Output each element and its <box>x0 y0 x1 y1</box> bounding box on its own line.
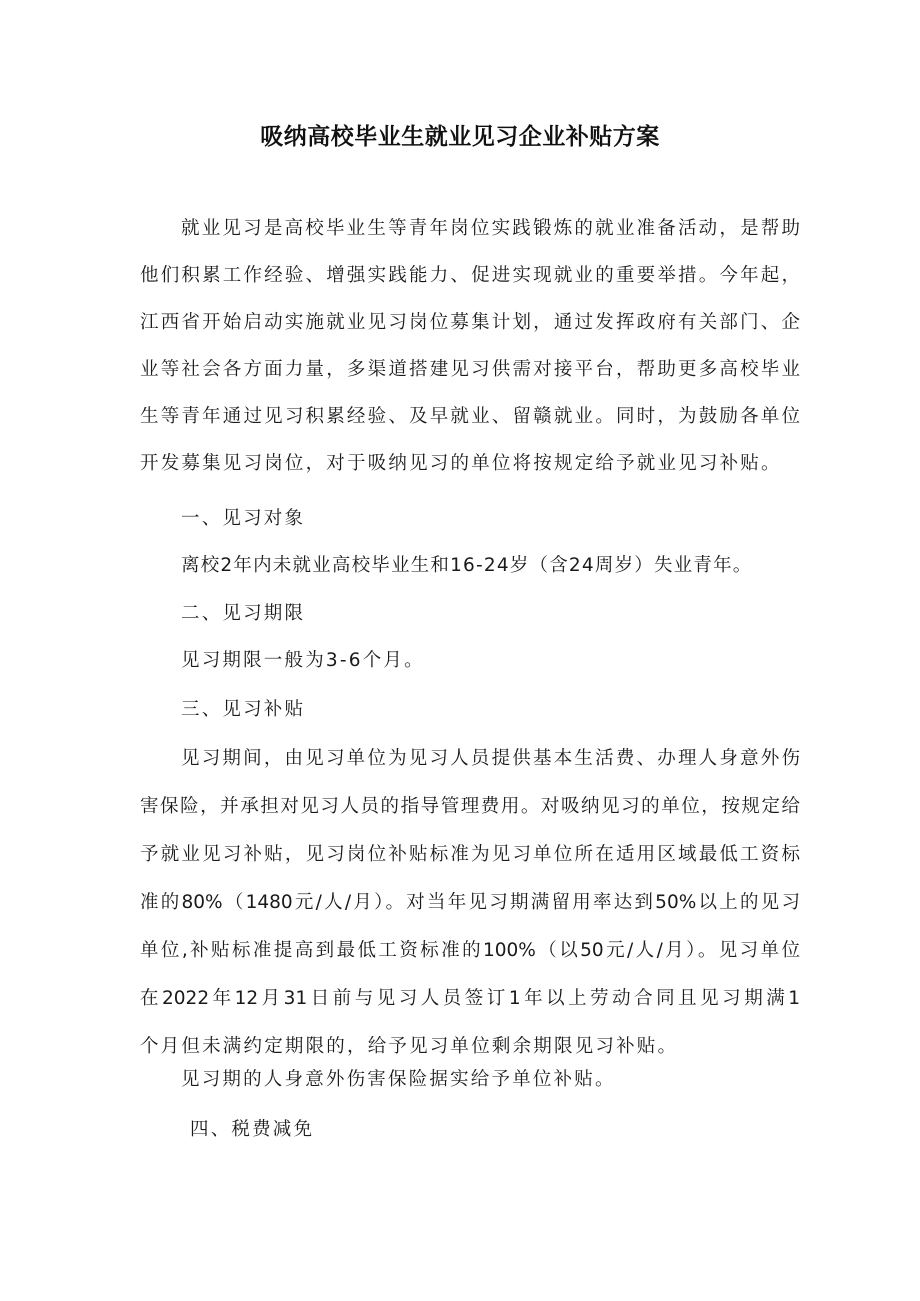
section-text: 离校2年内未就业高校毕业生和16-24岁（含24周岁）失业青年。 <box>181 555 753 576</box>
intro-line: 开发募集见习岗位，对于吸纳见习的单位将按规定给予就业见习补贴。 <box>140 453 782 474</box>
section-line: 见习期间，由见习单位为见习人员提供基本生活费、办理人身意外伤 <box>181 748 800 769</box>
section-line: 害保险，并承担对见习人员的指导管理费用。对吸纳见习的单位，按规定给 <box>140 796 800 817</box>
intro-line: 业等社会各方面力量，多渠道搭建见习供需对接平台，帮助更多高校毕业 <box>140 359 800 380</box>
section-heading: 二、见习期限 <box>181 603 306 624</box>
section-line: 在2022年12月31日前与见习人员签订1年以上劳动合同且见习期满1 <box>140 988 800 1009</box>
section-heading: 一、见习对象 <box>181 508 306 529</box>
section-heading: 四、税费减免 <box>190 1119 315 1140</box>
intro-line: 他们积累工作经验、增强实践能力、促进实现就业的重要举措。今年起， <box>140 265 800 286</box>
section-line: 个月但未满约定期限的，给予见习单位剩余期限见习补贴。 <box>140 1036 679 1057</box>
section-text: 见习期限一般为3-6个月。 <box>181 650 425 671</box>
section-heading: 三、见习补贴 <box>181 699 306 720</box>
section-line: 单位,补贴标准提高到最低工资标准的100%（以50元/人/月）。见习单位 <box>140 940 800 961</box>
intro-line: 生等青年通过见习积累经验、及早就业、留赣就业。同时，为鼓励各单位 <box>140 406 800 427</box>
intro-line: 江西省开始启动实施就业见习岗位募集计划，通过发挥政府有关部门、企 <box>140 312 800 333</box>
intro-line: 就业见习是高校毕业生等青年岗位实践锻炼的就业准备活动，是帮助 <box>181 218 800 239</box>
section-line: 准的80%（1480元/人/月）。对当年见习期满留用率达到50%以上的见习 <box>140 892 800 913</box>
document-title: 吸纳高校毕业生就业见习企业补贴方案 <box>260 123 660 150</box>
section-line: 予就业见习补贴，见习岗位补贴标准为见习单位所在适用区域最低工资标 <box>140 844 800 865</box>
section-text: 见习期的人身意外伤害保险据实给予单位补贴。 <box>181 1069 616 1090</box>
